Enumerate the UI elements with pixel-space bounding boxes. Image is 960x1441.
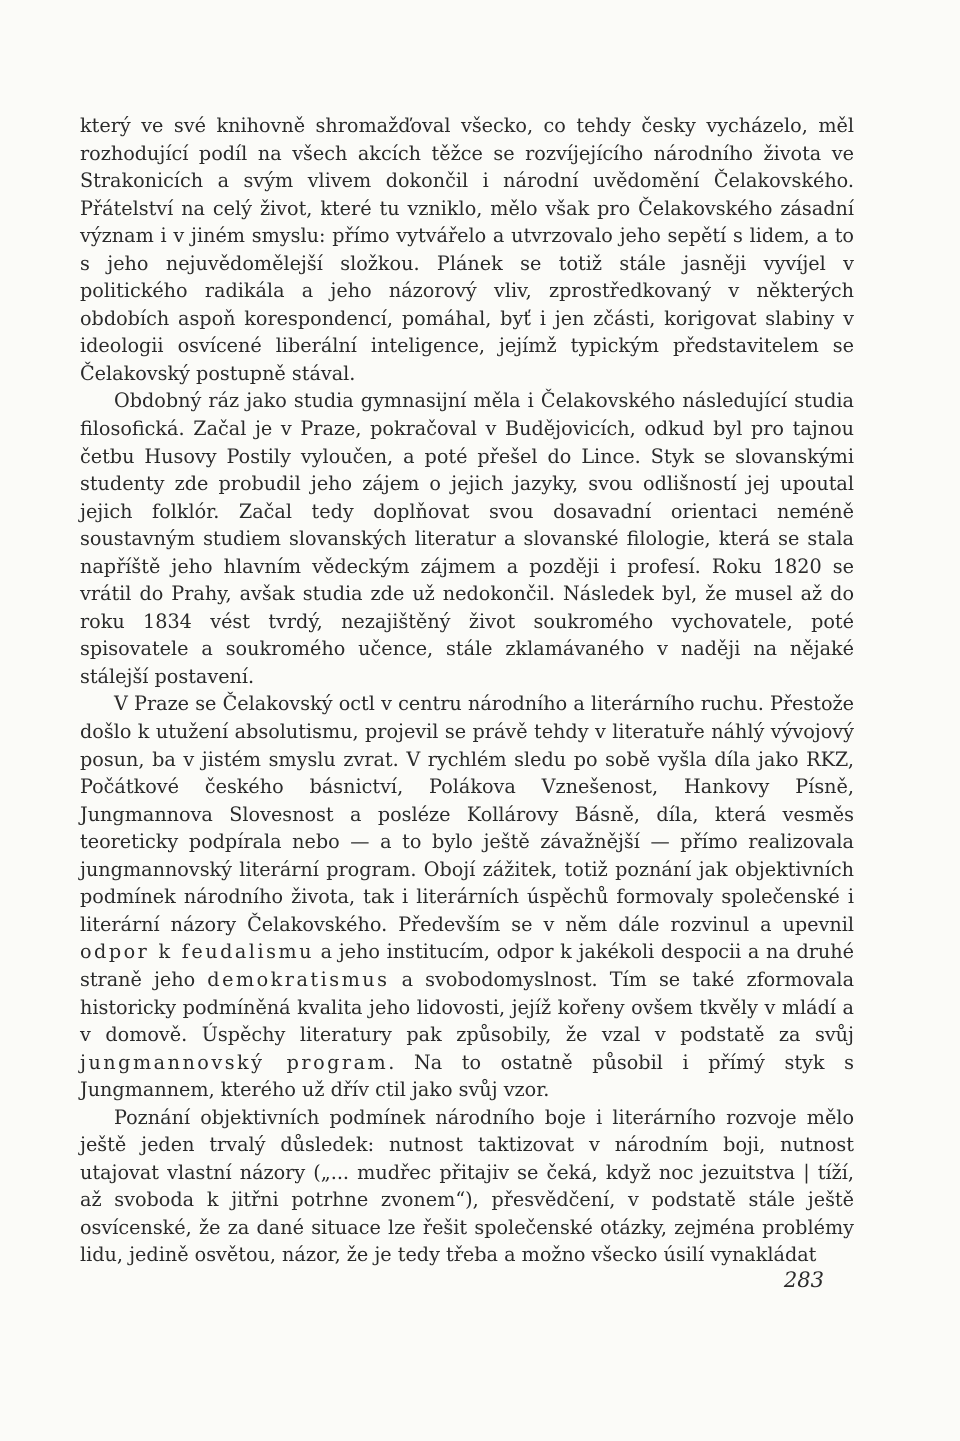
paragraph-4: Poznání objektivních podmínek národního boje i literárního rozvoje mělo ještě jeden trvalý důsledek: nutnost taktizovat v národním boji, nutnost utajovat vlastní názory („... mudřec přitajiv se čeká, když noc jezuitstva | tíží, až svoboda k jitřni potrhne zvonem“), přesvědčení, v podstatě stále ještě osvícenské, že za dané situace lze řešit společenské otázky, zejména problémy lidu, jedině osvětou, názor, že je tedy třeba a možno všecko úsilí vynakládat <box>80 1105 854 1267</box>
paragraph-3 <box>80 690 854 1103</box>
spaced-emphasis-program: jungmannovský program <box>80 1050 389 1074</box>
paragraph-3-text-a: V Praze se Čelakovský octl v centru národního a literárního ruchu. Přestože došlo k utužení absolutismu, projevil se právě tehdy v literatuře náhlý vývojový posun, ba v jistém smyslu zvrat. V rychlém sledu po sobě vyšla díla jako RKZ, Počátkové českého básnictví, Polákova Vznešenost, Hankovy Písně, Jungmannova Slovesnost a posléze Kollárovy Básně, díla, která vesměs teoreticky podpírala nebo — a to bylo ještě závažnější — přímo realizovala jungmannovský literární program. Obojí zážitek, totiž poznání jak objektivních podmínek národního života, tak i literárních úspěchů formovaly společenské i literární názory Čelakovského. Především se v něm dále rozvinul a upevnil <box>80 692 854 936</box>
spaced-emphasis-demokratismus: demokratismus <box>207 967 390 991</box>
page-number: 283 <box>783 1268 824 1292</box>
paragraph-3-text-b: a jeho institucím, odpor k jakékoli despocii a na druhé straně jeho <box>80 940 854 991</box>
paragraph-3-text-c: a svobodomyslnost. Tím se také zformovala historicky podmíněná kvalita jeho lidovosti, jejíž kořeny ovšem tkvěly v mládí a v domově. Úspěchy literatury pak způsobily, že vzal v podstatě za svůj <box>80 967 855 1047</box>
paragraph-3-text-d: . Na to ostatně působil i přímý styk s Jungmannem, kterého už dřív ctil jako svůj vzor. <box>80 1050 854 1102</box>
paragraph-1: který ve své knihovně shromažďoval všecko, co tehdy česky vycházelo, měl rozhodující podíl na všech akcích těžce se rozvíjejícího národního života ve Strakonicích a svým vlivem dokončil i národní uvědomění Čelakovského. Přátelství na celý život, které tu vzniklo, mělo však pro Čelakovského zásadní význam i v jiném smyslu: přímo vytvářelo a utvrzovalo jeho sepětí s lidem, a to s jeho nejuvědomělejší složkou. Plánek se totiž stále jasněji vyvíjel v politického radikála a jeho názorový vliv, zprostředkovaný v některých obdobích aspoň korespondencí, pomáhal, byť i jen zčásti, korigovat slabiny v ideologii osvícené liberální inteligence, jejímž typickým představitelem se Čelakovský postupně stával. <box>80 114 854 385</box>
body-text <box>80 112 854 1269</box>
spaced-emphasis-odpor: odpor k feudalismu <box>80 940 314 964</box>
paragraph-2: Obdobný ráz jako studia gymnasijní měla i Čelakovského následující studia filosofická. Začal je v Praze, pokračoval v Budějovicích, odkud byl pro tajnou četbu Husovy Postily vyloučen, a poté přešel do Lince. Styk se slovanskými studenty zde probudil jeho zájem o jejich jazyky, svou odlišností jej upoutal jejich folklór. Začal tedy doplňovat svou dosavadní orientaci neméně soustavným studiem slovanských literatur a slovanské filologie, která se stala napříště jeho hlavním vědeckým zájmem a později i profesí. Roku 1820 se vrátil do Prahy, avšak studia zde už nedokončil. Následek byl, že musel až do roku 1834 vést tvrdý, nezajištěný život soukromého vychovatele, poté spisovatele a soukromého učence, stále zklamávaného v naději na nějaké stálejší postavení. <box>80 389 854 688</box>
